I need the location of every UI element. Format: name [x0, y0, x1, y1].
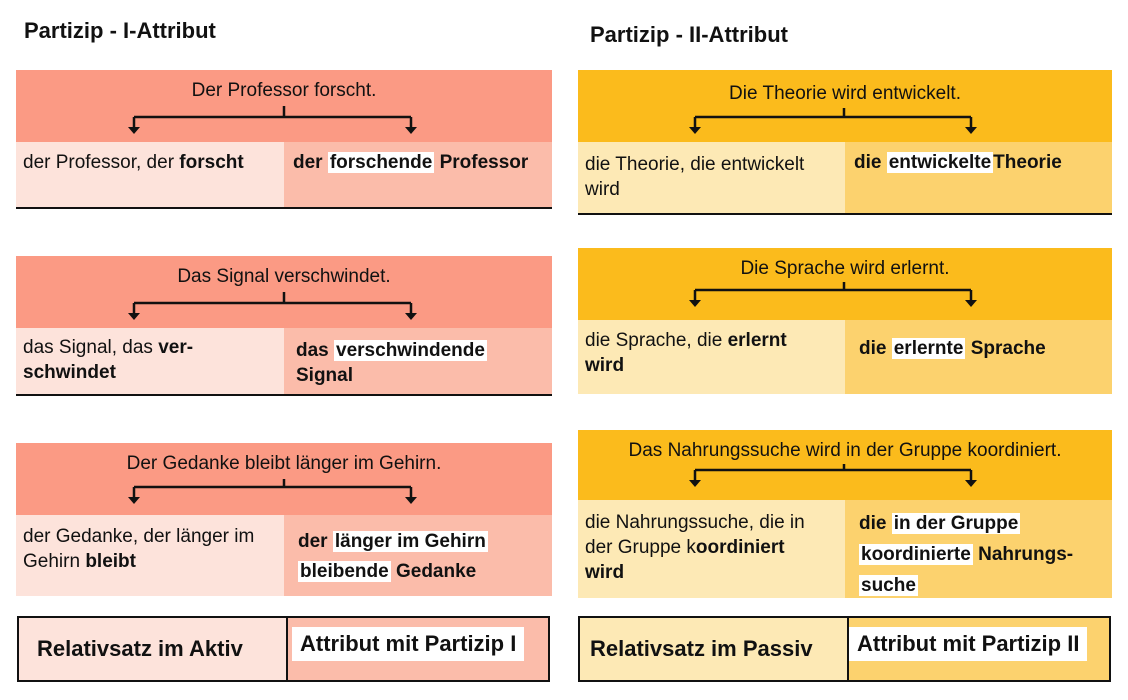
legend-relative-clause: Relativsatz im Passiv — [580, 618, 847, 680]
sentence-bar — [578, 248, 1112, 320]
source-sentence: Das Signal verschwindet. — [177, 266, 391, 287]
source-sentence: Der Professor forscht. — [191, 80, 377, 101]
source-sentence: Der Gedanke bleibt länger im Gehirn. — [126, 453, 442, 474]
divider-line — [578, 213, 1112, 215]
legend-attribute — [847, 618, 1109, 680]
attribute-cell: der forschende Professor — [284, 142, 552, 207]
relative-clause-cell: die Sprache, die erlernt wird — [578, 320, 845, 394]
attribute-cell: der länger im Gehirn bleibende Gedanke — [284, 515, 552, 596]
sentence-bar — [578, 430, 1112, 500]
divider-line — [16, 207, 552, 209]
sentence-bar — [16, 443, 552, 515]
legend-relative-clause: Relativsatz im Aktiv — [19, 618, 286, 680]
bracket-arrows-icon — [578, 248, 1112, 320]
bracket-arrows-icon — [16, 443, 552, 515]
heading-partizip-1: Partizip - I-Attribut — [24, 18, 216, 43]
attribute-cell: die entwickelte Theorie — [845, 142, 1112, 213]
sentence-bar — [578, 70, 1112, 142]
legend-passive — [578, 616, 1111, 682]
sentence-bar — [16, 256, 552, 328]
active-example-3 — [16, 443, 552, 596]
passive-example-2 — [578, 248, 1112, 394]
divider-line — [16, 394, 552, 396]
bracket-arrows-icon — [578, 430, 1112, 500]
relative-clause-cell: der Professor, der forscht — [16, 142, 284, 207]
relative-clause-cell: die Nahrungssuche, die in der Gruppe koordiniert wird — [578, 500, 845, 598]
heading-partizip-2: Partizip - II-Attribut — [590, 22, 788, 47]
passive-example-3 — [578, 430, 1112, 598]
sentence-bar — [16, 70, 552, 142]
legend-attribute-box: Attribut mit Partizip I — [292, 627, 524, 661]
legend-active — [17, 616, 550, 682]
active-example-1 — [16, 70, 552, 209]
source-sentence: Die Theorie wird entwickelt. — [729, 83, 961, 104]
bracket-arrows-icon — [578, 70, 1112, 142]
active-example-2 — [16, 256, 552, 396]
relative-clause-cell: der Gedanke, der länger im Gehirn bleibt — [16, 515, 284, 596]
legend-attribute-box: Attribut mit Partizip II — [849, 627, 1087, 661]
attribute-cell: die in der Gruppe koordinierte Nahrungs- suche — [845, 500, 1112, 598]
attribute-cell: das verschwindende Signal — [284, 328, 552, 394]
source-sentence: Das Nahrungssuche wird in der Gruppe koordiniert. — [628, 440, 1062, 461]
legend-attribute — [286, 618, 548, 680]
attribute-cell: die erlernte Sprache — [845, 320, 1112, 394]
passive-example-1 — [578, 70, 1112, 215]
bracket-arrows-icon — [16, 256, 552, 328]
relative-clause-cell: die Theorie, die entwickelt wird — [578, 142, 845, 213]
bracket-arrows-icon — [16, 70, 552, 142]
source-sentence: Die Sprache wird erlernt. — [740, 258, 950, 279]
relative-clause-cell: das Signal, das ver- schwindet — [16, 328, 284, 394]
